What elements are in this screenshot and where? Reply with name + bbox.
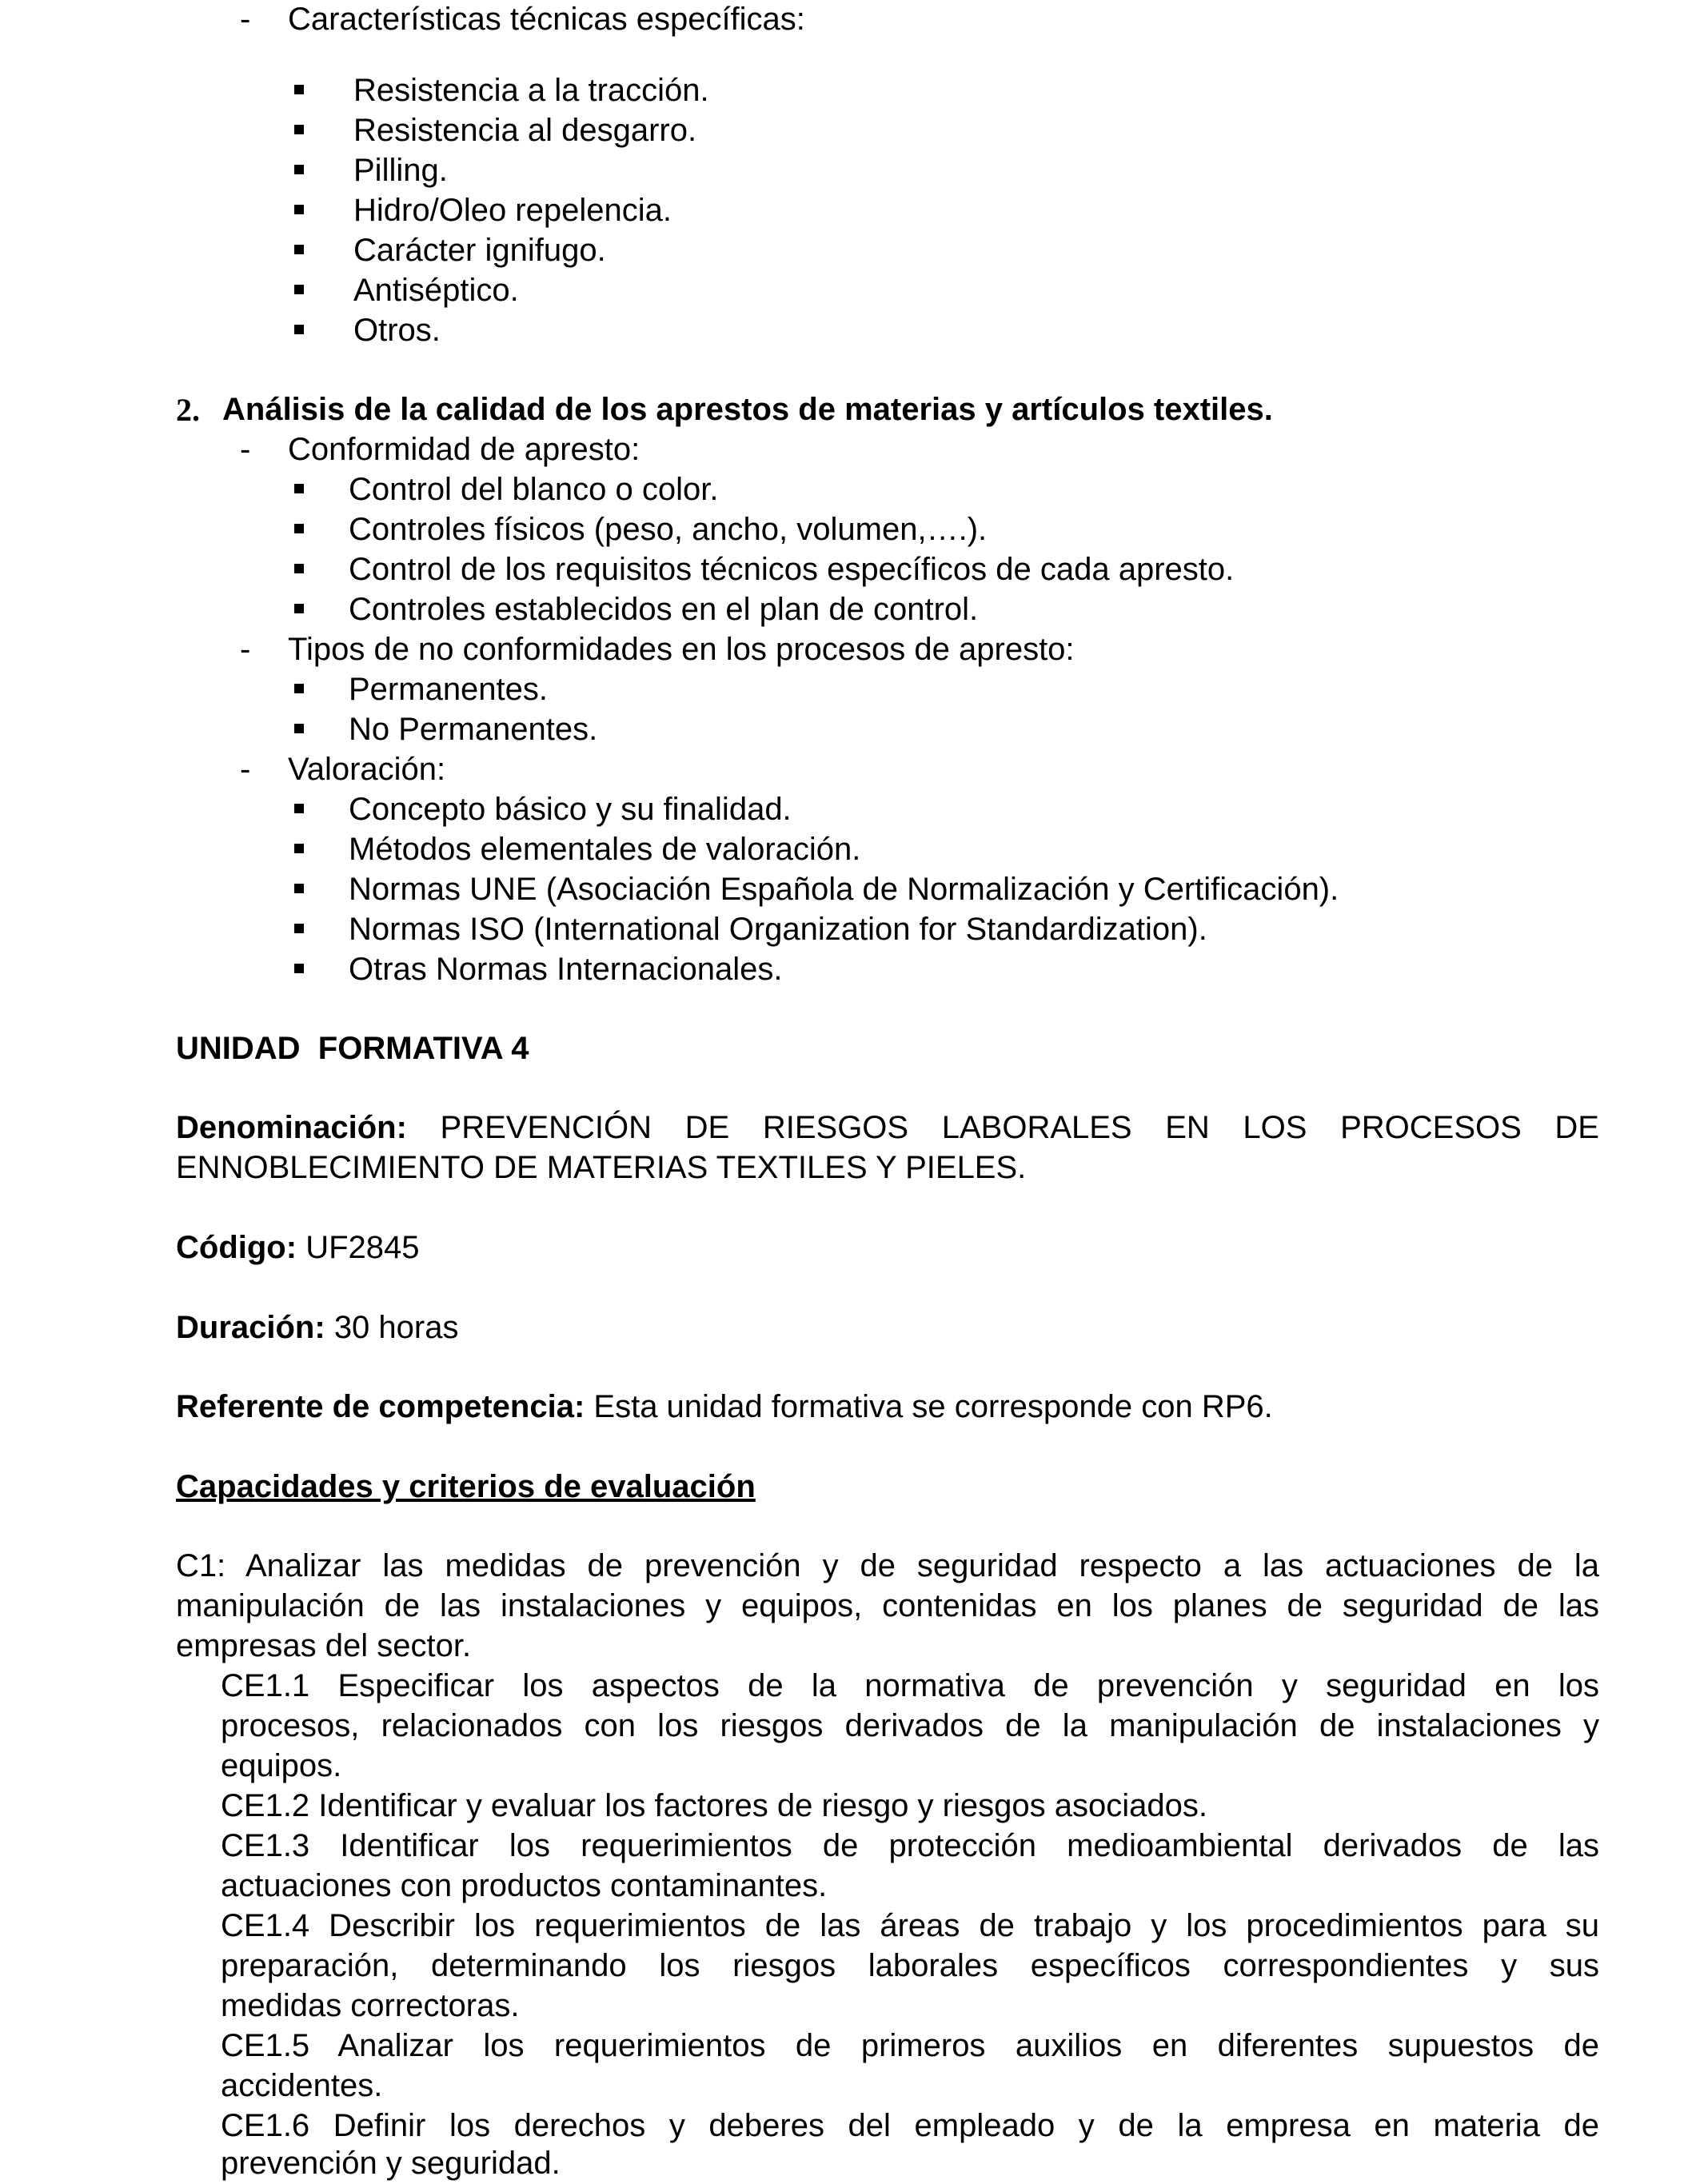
criterion-line: CE1.6 Definir los derechos y deberes del empleado y de la empresa en materia de [221, 2108, 1599, 2143]
codigo-value: UF2845 [305, 1230, 420, 1265]
square-bullet-icon [294, 484, 304, 493]
criterion-line: CE1.3 Identificar los requerimientos de protección medioambiental derivados de las [221, 1828, 1599, 1863]
group-heading: Tipos de no conformidades en los procesos de apresto: [288, 632, 1075, 667]
list-item: Otros. [353, 313, 441, 348]
square-bullet-icon [294, 205, 304, 214]
c1-line: empresas del sector. [176, 1628, 472, 1663]
criterion-line: equipos. [221, 1748, 342, 1783]
list-item: Resistencia al desgarro. [353, 113, 697, 148]
square-bullet-icon [294, 964, 304, 973]
list-item: Controles establecidos en el plan de control. [349, 592, 979, 627]
codigo-label: Código: [176, 1230, 297, 1265]
c1-line: manipulación de las instalaciones y equipos, contenidas en los planes de seguridad de las [176, 1588, 1599, 1623]
referente-line [176, 1387, 1273, 1427]
criterion-line: procesos, relacionados con los riesgos derivados de la manipulación de instalaciones y [221, 1708, 1599, 1743]
square-bullet-icon [294, 724, 304, 733]
group-heading: Valoración: [288, 752, 446, 787]
list-item: Normas UNE (Asociación Española de Normalización y Certificación). [349, 872, 1339, 907]
criterion-line: medidas correctoras. [221, 1988, 520, 2023]
square-bullet-icon [294, 125, 304, 134]
square-bullet-icon [294, 684, 304, 693]
square-bullet-icon [294, 245, 304, 254]
referente-value: Esta unidad formativa se corresponde con RP6. [593, 1389, 1273, 1424]
duracion-label: Duración: [176, 1310, 325, 1345]
criterion-line: accidentes. [221, 2068, 383, 2103]
list-item: Hidro/Oleo repelencia. [353, 193, 672, 228]
list-item: No Permanentes. [349, 712, 598, 747]
square-bullet-icon [294, 564, 304, 573]
dash-bullet: - [240, 752, 251, 787]
dash-bullet: - [240, 632, 251, 667]
list-item: Normas ISO (International Organization for Standardization). [349, 912, 1207, 947]
criterion-line: CE1.4 Describir los requerimientos de las áreas de trabajo y los procedimientos para su [221, 1908, 1599, 1943]
square-bullet-icon [294, 804, 304, 813]
criterion-line: prevención y seguridad. [221, 2146, 561, 2181]
list-item: Concepto básico y su finalidad. [349, 792, 792, 827]
list-item: Permanentes. [349, 672, 549, 707]
list-item: Otras Normas Internacionales. [349, 952, 783, 987]
dash-bullet: - [240, 432, 251, 467]
duracion-line [176, 1308, 458, 1348]
list-item: Métodos elementales de valoración. [349, 832, 861, 867]
criterion-line: actuaciones con productos contaminantes. [221, 1868, 828, 1903]
square-bullet-icon [294, 85, 304, 94]
criterion-line: CE1.5 Analizar los requerimientos de primeros auxilios en diferentes supuestos de [221, 2028, 1599, 2063]
denominacion-line-1 [176, 1108, 1599, 1148]
list-heading: Características técnicas específicas: [288, 2, 805, 37]
list-item: Control del blanco o color. [349, 472, 719, 507]
denominacion-value: PREVENCIÓN DE RIESGOS LABORALES EN LOS PROCESOS DE [440, 1110, 1599, 1145]
denominacion-label: Denominación: [176, 1110, 407, 1145]
codigo-line [176, 1228, 420, 1268]
group-heading: Conformidad de apresto: [288, 432, 640, 467]
list-item: Control de los requisitos técnicos específicos de cada apresto. [349, 552, 1235, 587]
section-number: 2. [176, 392, 200, 428]
square-bullet-icon [294, 165, 304, 174]
criterion-line: CE1.1 Especificar los aspectos de la normativa de prevención y seguridad en los [221, 1668, 1599, 1703]
denominacion-line-2: ENNOBLECIMIENTO DE MATERIAS TEXTILES Y PIELES. [176, 1150, 1027, 1185]
square-bullet-icon [294, 604, 304, 613]
duracion-value: 30 horas [333, 1310, 459, 1345]
capacidades-heading: Capacidades y criterios de evaluación [176, 1469, 756, 1504]
unit-title: UNIDAD FORMATIVA 4 [176, 1031, 529, 1066]
square-bullet-icon [294, 285, 304, 294]
c1-line: C1: Analizar las medidas de prevención y de seguridad respecto a las actuaciones de la [176, 1548, 1599, 1583]
section-title: Análisis de la calidad de los aprestos de materias y artículos textiles. [222, 392, 1273, 427]
square-bullet-icon [294, 884, 304, 893]
criterion-line: CE1.2 Identificar y evaluar los factores de riesgo y riesgos asociados. [221, 1788, 1207, 1823]
list-item: Resistencia a la tracción. [353, 73, 709, 108]
square-bullet-icon [294, 325, 304, 334]
list-item: Pilling. [353, 153, 448, 188]
square-bullet-icon [294, 924, 304, 933]
square-bullet-icon [294, 524, 304, 533]
list-item: Carácter ignifugo. [353, 233, 606, 268]
list-item: Controles físicos (peso, ancho, volumen,….). [349, 512, 988, 547]
criterion-line: preparación, determinando los riesgos laborales específicos correspondientes y sus [221, 1948, 1599, 1983]
dash-bullet: - [240, 2, 251, 37]
referente-label: Referente de competencia: [176, 1389, 585, 1424]
list-item: Antiséptico. [353, 273, 519, 308]
square-bullet-icon [294, 844, 304, 853]
